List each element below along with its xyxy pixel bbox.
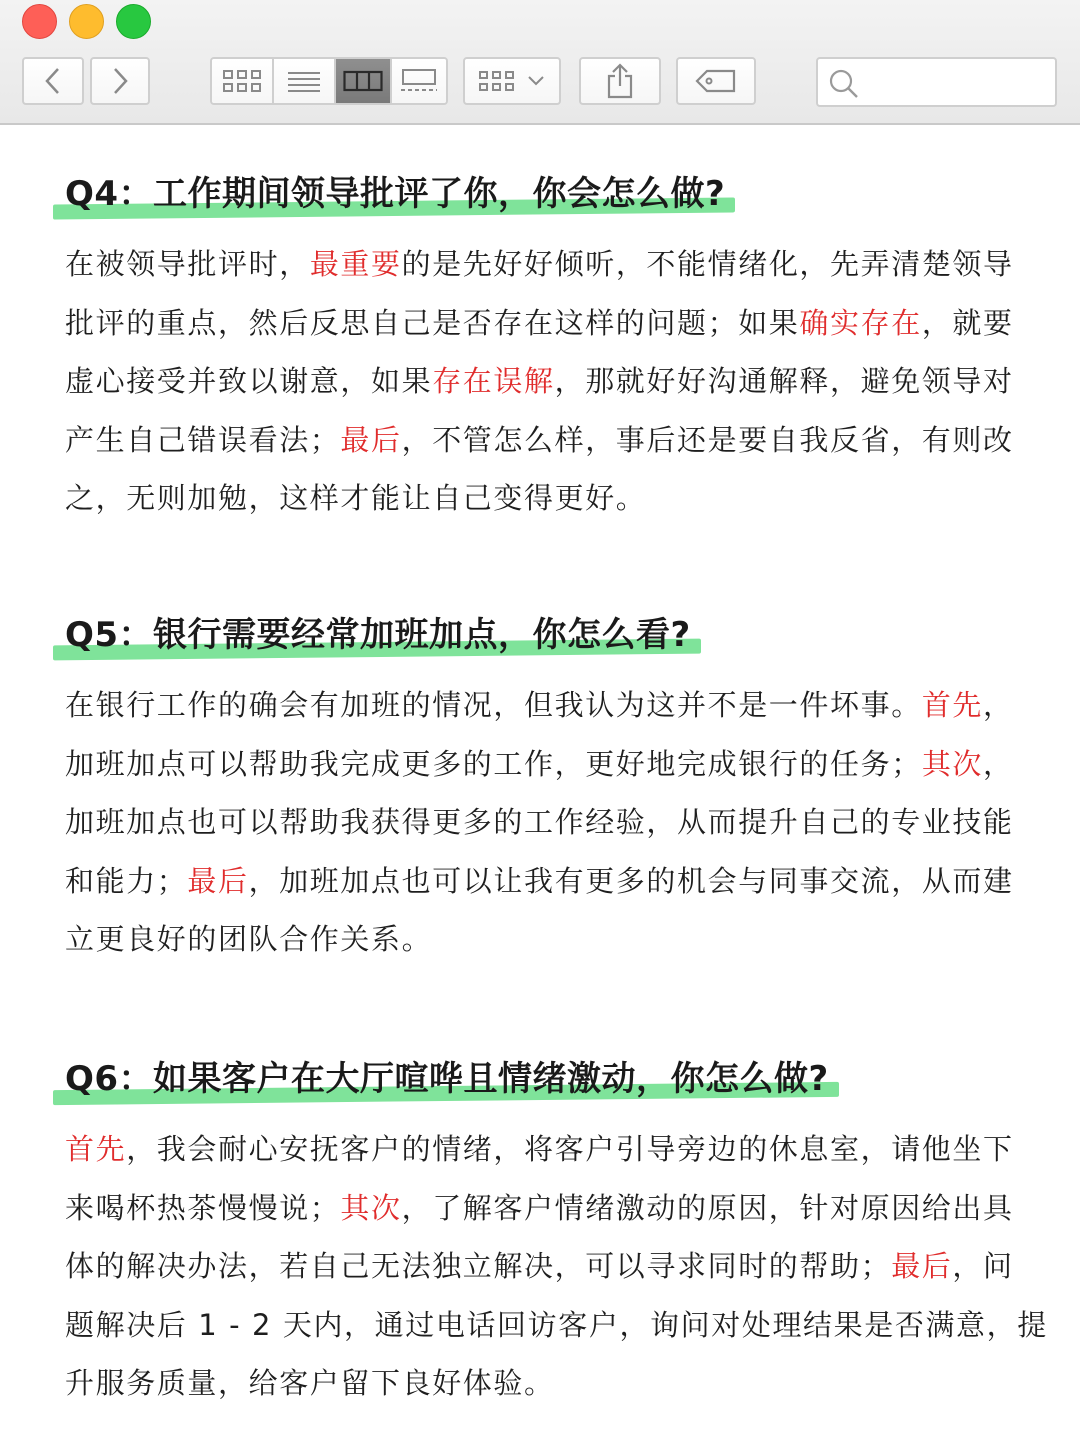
answer-text: 之，无则加勉，这样才能让自己变得更好。 xyxy=(65,481,647,515)
answer-line xyxy=(65,1237,1030,1296)
answer-line xyxy=(65,735,1030,794)
answer-paragraph xyxy=(65,676,1030,969)
answer-line xyxy=(65,793,1030,852)
group-by-button[interactable] xyxy=(463,57,561,105)
answer-text: ，就要 xyxy=(921,305,1014,340)
emphasis-text: 首先 xyxy=(921,688,984,722)
emphasis-text: 最后 xyxy=(891,1249,953,1283)
zoom-window-button[interactable] xyxy=(116,4,151,39)
tag-icon xyxy=(695,68,737,94)
emphasis-text: 其次 xyxy=(340,1190,402,1225)
answer-text: 加班加点可以帮助我完成更多的工作，更好地完成银行的任务； xyxy=(65,746,922,781)
close-window-button[interactable] xyxy=(22,4,57,39)
answer-line xyxy=(65,1296,1048,1355)
share-icon xyxy=(605,63,635,99)
emphasis-text: 其次 xyxy=(921,746,984,781)
column-view-icon xyxy=(343,69,383,93)
answer-text: 虚心接受并致以谢意，如果 xyxy=(65,364,433,398)
gallery-view-button[interactable] xyxy=(392,59,446,103)
answer-line xyxy=(65,676,1030,735)
question-title: Q6：如果客户在大厅喧哗且情绪激动，你怎么做? xyxy=(65,1056,833,1102)
answer-paragraph xyxy=(65,235,1030,528)
tag-button[interactable] xyxy=(676,57,756,105)
answer-text: 立更良好的团队合作关系。 xyxy=(65,922,433,956)
answer-line xyxy=(65,852,1030,911)
question-block-q5 xyxy=(65,612,1030,969)
answer-text: ，那就好好沟通解释，避免领导对 xyxy=(554,364,1014,398)
answer-text: 产生自己错误看法； xyxy=(65,422,341,457)
emphasis-text: 最后 xyxy=(340,422,402,457)
gallery-view-icon xyxy=(400,68,438,94)
answer-text: 来喝杯热茶慢慢说； xyxy=(65,1190,341,1225)
answer-text: ， xyxy=(983,688,1014,722)
emphasis-text: 确实存在 xyxy=(799,305,922,340)
answer-text: 的是先好好倾听，不能情绪化，先弄清楚领导 xyxy=(401,247,1014,281)
answer-line xyxy=(65,1179,1030,1238)
answer-text: 题解决后 1 - 2 天内，通过电话回访客户，询问对处理结果是否满意，提 xyxy=(65,1307,1048,1342)
answer-line xyxy=(65,910,1030,969)
emphasis-text: 首先 xyxy=(65,1132,127,1166)
answer-text: 升服务质量，给客户留下良好体验。 xyxy=(65,1366,555,1400)
answer-text: ，问 xyxy=(952,1249,1014,1283)
answer-text: 加班加点也可以帮助我获得更多的工作经验，从而提升自己的专业技能 xyxy=(65,805,1014,839)
answer-text: 和能力； xyxy=(65,863,188,898)
minimize-window-button[interactable] xyxy=(69,4,104,39)
question-title: Q4：工作期间领导批评了你，你会怎么做? xyxy=(65,171,729,217)
answer-text: ，我会耐心安抚客户的情绪，将客户引导旁边的休息室，请他坐下 xyxy=(126,1132,1014,1166)
search-field[interactable] xyxy=(816,57,1057,107)
view-mode-segmented-control xyxy=(210,57,448,105)
icon-view-button[interactable] xyxy=(212,59,274,103)
emphasis-text: 最重要 xyxy=(309,247,402,281)
answer-text: 体的解决办法，若自己无法独立解决，可以寻求同时的帮助； xyxy=(65,1249,892,1283)
search-input[interactable] xyxy=(868,65,1052,99)
answer-text: ， xyxy=(983,746,1014,781)
emphasis-text: 最后 xyxy=(187,863,249,898)
window-toolbar xyxy=(0,0,1080,125)
back-icon xyxy=(43,66,63,96)
answer-line xyxy=(65,352,1030,411)
question-block-q6 xyxy=(65,1056,1048,1413)
answer-line xyxy=(65,411,1030,470)
question-block-q4 xyxy=(65,171,1030,528)
answer-text: 在银行工作的确会有加班的情况，但我认为这并不是一件坏事。 xyxy=(65,688,922,722)
answer-paragraph xyxy=(65,1120,1048,1413)
answer-text: 在被领导批评时， xyxy=(65,247,310,281)
group-icon xyxy=(478,69,518,93)
answer-line xyxy=(65,1354,1030,1413)
emphasis-text: 存在误解 xyxy=(432,364,555,398)
question-title: Q5：银行需要经常加班加点，你怎么看? xyxy=(65,612,695,658)
answer-text: 批评的重点，然后反思自己是否存在这样的问题；如果 xyxy=(65,305,800,340)
column-view-button[interactable] xyxy=(336,59,392,103)
list-view-icon xyxy=(287,69,321,93)
answer-text: ，了解客户情绪激动的原因，针对原因给出具 xyxy=(401,1190,1014,1225)
back-button[interactable] xyxy=(22,57,84,105)
share-button[interactable] xyxy=(579,57,661,105)
forward-button[interactable] xyxy=(90,57,150,105)
answer-line xyxy=(65,469,1030,528)
forward-icon xyxy=(110,66,130,96)
list-view-button[interactable] xyxy=(274,59,336,103)
answer-line xyxy=(65,1120,1030,1179)
chevron-down-icon xyxy=(526,74,546,88)
icon-view-icon xyxy=(222,68,262,94)
search-icon xyxy=(828,68,860,100)
answer-text: ，不管怎么样，事后还是要自我反省，有则改 xyxy=(401,422,1014,457)
answer-line xyxy=(65,294,1030,353)
answer-line xyxy=(65,235,1030,294)
answer-text: ，加班加点也可以让我有更多的机会与同事交流，从而建 xyxy=(248,863,1014,898)
